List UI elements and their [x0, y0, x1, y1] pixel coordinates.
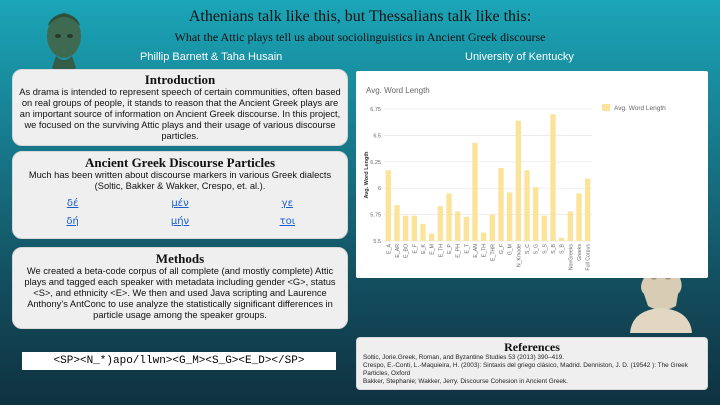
bar — [438, 206, 443, 241]
particle-link-ge[interactable]: γε — [281, 198, 293, 209]
y-tick-label: 6.25 — [370, 159, 381, 166]
reference-item: Bakker, Stephanie; Wakker, Jerry. Discourse Cohesion in Ancient Greek. — [363, 378, 568, 385]
x-tick-label: S_C — [525, 244, 531, 255]
x-tick-label: NonGreeks — [568, 244, 575, 271]
y-axis-label: Avg. Word Length — [364, 151, 370, 199]
x-tick-label: S_B — [559, 244, 566, 254]
reference-item: Crespo, E.-Conti, L.-Maquieira, H. (2003): Sintaxis del griego clásico, Madrid. Denniston, J. D. (19542 ): The Greek Particles, Oxford — [363, 362, 688, 377]
bar — [429, 234, 434, 241]
introduction-heading: Introduction — [144, 72, 216, 87]
references-heading: References — [504, 340, 560, 354]
chart-panel — [356, 71, 708, 278]
bar — [455, 211, 460, 241]
x-tick-label: E_PH — [455, 244, 462, 258]
x-tick-label: S_B — [551, 244, 557, 254]
x-tick-label: E_THR — [490, 244, 497, 262]
bar — [568, 211, 573, 241]
particle-link-men-2[interactable]: μήν — [170, 216, 190, 227]
x-tick-label: E_AN — [473, 244, 479, 258]
introduction-body: As drama is intended to represent speech of certain communities, often based on real groups of people, it stands to reason that the Ancient Greek plays are an important source of information on Ancient Greek discourse. In this project, we focused on the surviving Attic plays and their usage of various discourse particles. — [19, 87, 341, 141]
particle-link-de-2[interactable]: δή — [66, 216, 79, 227]
bar — [412, 216, 417, 241]
y-tick-label: 6 — [377, 186, 381, 193]
introduction-panel — [12, 69, 348, 146]
bar — [481, 233, 486, 241]
references-panel — [356, 337, 708, 390]
x-tick-label: G_F — [499, 244, 505, 255]
bar — [533, 187, 538, 241]
bar — [524, 170, 529, 241]
chart-title: Avg. Word Length — [366, 86, 430, 95]
methods-panel — [12, 247, 348, 329]
x-tick-label: S_S — [542, 244, 549, 254]
particles-heading: Ancient Greek Discourse Particles — [84, 155, 276, 170]
bar — [446, 193, 451, 241]
y-tick-label: 6.75 — [370, 107, 381, 113]
x-tick-label: E_F — [412, 244, 419, 254]
bar — [559, 238, 564, 241]
bar — [394, 205, 399, 241]
particles-panel — [12, 151, 348, 239]
bar — [464, 217, 469, 241]
bar — [403, 216, 408, 241]
x-tick-label: E_M — [429, 244, 436, 255]
methods-body: We created a beta-code corpus of all complete (and mostly complete) Attic plays and tagged each speaker with metadata including gender <G>, status <S>, and ethnicity <E>. We then and used Java scripting and Laurence Anthony’s AntConc to use analyze the statistically significant differences in particle usage among the speaker groups. — [24, 266, 336, 320]
y-tick-label: 5.5 — [373, 239, 381, 245]
bar-chart — [356, 71, 708, 278]
reference-item: Soltic, Jorie.Greek, Roman, and Byzantine Studies 53 (2013) 390–419. — [363, 354, 565, 361]
poster-subtitle: What the Attic plays tell us about sociolinguistics in Ancient Greek discourse — [174, 30, 546, 44]
particle-links — [19, 195, 341, 231]
x-tick-label: E_P — [447, 244, 453, 254]
x-tick-label: N_Kmode — [516, 244, 523, 268]
bar — [386, 170, 391, 241]
poster-title: Athenians talk like this, but Thessalians talk like this: — [188, 8, 532, 25]
legend-label: Avg. Word Length — [614, 105, 666, 112]
x-tick-label: E_K — [421, 244, 427, 254]
legend-swatch — [602, 104, 610, 111]
x-tick-label: G_M — [507, 244, 514, 256]
code-sample: <SP><N_*)apo/llwn><G_M><S_G><E_D></SP> — [22, 352, 336, 370]
x-tick-label: Full Corpus — [585, 244, 592, 271]
x-tick-label: E_BO — [403, 244, 410, 258]
bar — [472, 143, 477, 241]
particle-link-men[interactable]: μέν — [171, 198, 189, 209]
x-tick-label: E_TH — [438, 244, 445, 258]
bar — [507, 192, 512, 241]
particle-link-toi[interactable]: τοι — [279, 216, 296, 227]
x-tick-label: Greeks — [577, 244, 583, 261]
y-tick-label: 6.5 — [373, 133, 381, 140]
x-tick-label: E_AR — [395, 244, 401, 258]
particle-link-de[interactable]: δέ — [66, 198, 79, 209]
bar — [490, 215, 495, 241]
x-tick-label: E_TH — [481, 244, 488, 258]
authors: Phillip Barnett & Taha Husain — [140, 51, 283, 63]
university: University of Kentucky — [465, 51, 574, 63]
bar — [498, 168, 503, 241]
bar — [516, 121, 521, 241]
x-tick-label: S_G — [533, 244, 540, 255]
bar — [542, 216, 547, 241]
bar — [585, 179, 590, 241]
y-tick-label: 5.75 — [370, 212, 381, 219]
particles-body: Much has been written about discourse markers in various Greek dialects (Soltic, Bakker & Wakker, Crespo, et. al.). — [28, 170, 332, 191]
bar — [576, 193, 581, 241]
methods-heading: Methods — [155, 251, 205, 266]
x-tick-label: E_T — [464, 244, 471, 254]
bar — [550, 114, 555, 241]
x-tick-label: E_A — [386, 244, 393, 254]
bar — [420, 224, 425, 241]
